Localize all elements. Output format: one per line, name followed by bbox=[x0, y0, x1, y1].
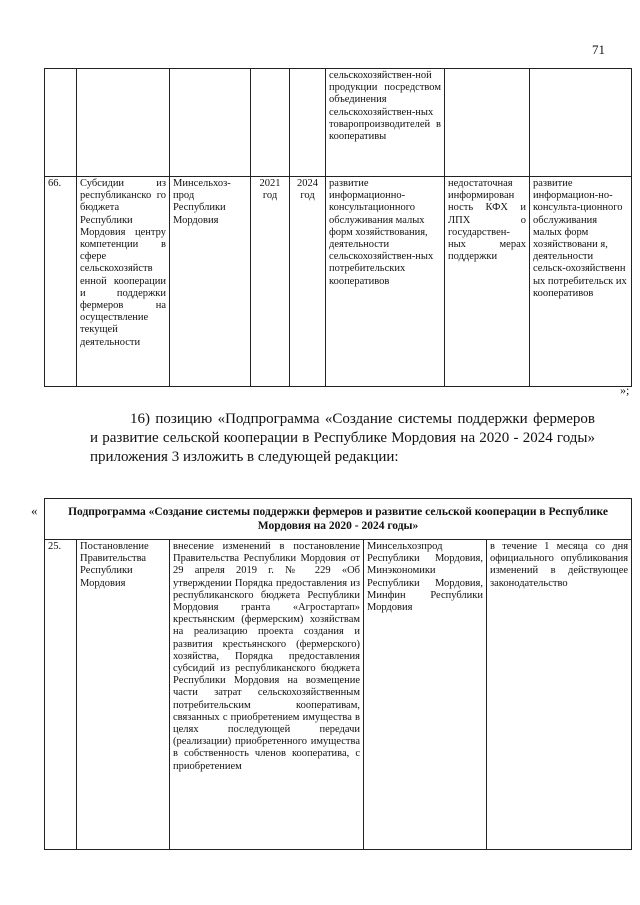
expected-result: развитие информационно-консультационного обслуживания малых форм хозяйствования, деятельности сельскохозяйствен-ных потребительских кооперативов bbox=[326, 177, 445, 387]
table-cell: сельскохозяйствен-ной продукции посредством объединения сельскохозяйствен-ных товаропроизводителей в кооперативы bbox=[326, 69, 445, 177]
page-number: 71 bbox=[592, 42, 605, 57]
table-row bbox=[45, 69, 632, 177]
closing-quote: »; bbox=[620, 383, 630, 397]
table-header-row bbox=[45, 499, 632, 540]
row-number: 66. bbox=[45, 177, 77, 387]
table-row bbox=[45, 540, 632, 850]
table-row bbox=[45, 177, 632, 387]
body-paragraph bbox=[90, 410, 595, 467]
executor: Минсельхоз-прод Республики Мордовия bbox=[170, 177, 251, 387]
deadline: в течение 1 месяца со дня официального опубликования изменений в действующее законодательство bbox=[487, 540, 632, 850]
subprogram-title: Подпрограмма «Создание системы поддержки фермеров и развитие сельской кооперации в Республике Мордовия на 2020 - 2024 годы» bbox=[45, 499, 632, 540]
row-number: 25. bbox=[45, 540, 77, 850]
table-continuation bbox=[44, 68, 632, 387]
measure-name: Субсидии из республиканско го бюджета Республики Мордовия центру компетенции в сфере сельскохозяйств енной кооперации и поддержки фермеров на осуществление текущей деятельности bbox=[77, 177, 170, 387]
risks: недостаточная информирован ность КФХ и ЛПХ о государствен-ных мерах поддержки bbox=[445, 177, 530, 387]
opening-quote: « bbox=[31, 503, 38, 518]
table-subprogram bbox=[44, 498, 632, 850]
paragraph-text: 16) позицию «Подпрограмма «Создание системы поддержки фермеров и развитие сельской кооперации в Республике Мордовия на 2020 - 2024 годы» приложения 3 изложить в следующей редакции: bbox=[90, 411, 595, 465]
document-name: Постановление Правительства Республики Мордовия bbox=[77, 540, 170, 850]
document-content: внесение изменений в постановление Правительства Республики Мордовия от 29 апреля 2019 г. № 229 «Об утверждении Порядка предоставления из республиканского бюджета Республики Мордовия гранта «Агростартап» крестьянским (фермерским) хозяйствам на реализацию проекта создания и развития крестьянского (фермерского) хозяйства, Порядка предоставления субсидий из республиканского бюджета Республики Мордовия на возмещение части затрат сельскохозяйственным потребительским кооперативам, связанных с приобретением имущества в целях последующей передачи (реализации) приобретенного имущества в собственность членов кооператива, с приобретением bbox=[170, 540, 364, 850]
start-year: 2021 год bbox=[251, 177, 290, 387]
indicator-link: развитие информацион-но-консульта-ционного обслуживания малых форм хозяйствовани я, деятельности сельск-охозяйственн ых потребительск их кооперативов bbox=[530, 177, 632, 387]
end-year: 2024 год bbox=[290, 177, 326, 387]
executors: Минсельхозпрод Республики Мордовия, Минэкономики Республики Мордовия, Минфин Республики Мордовия bbox=[364, 540, 487, 850]
